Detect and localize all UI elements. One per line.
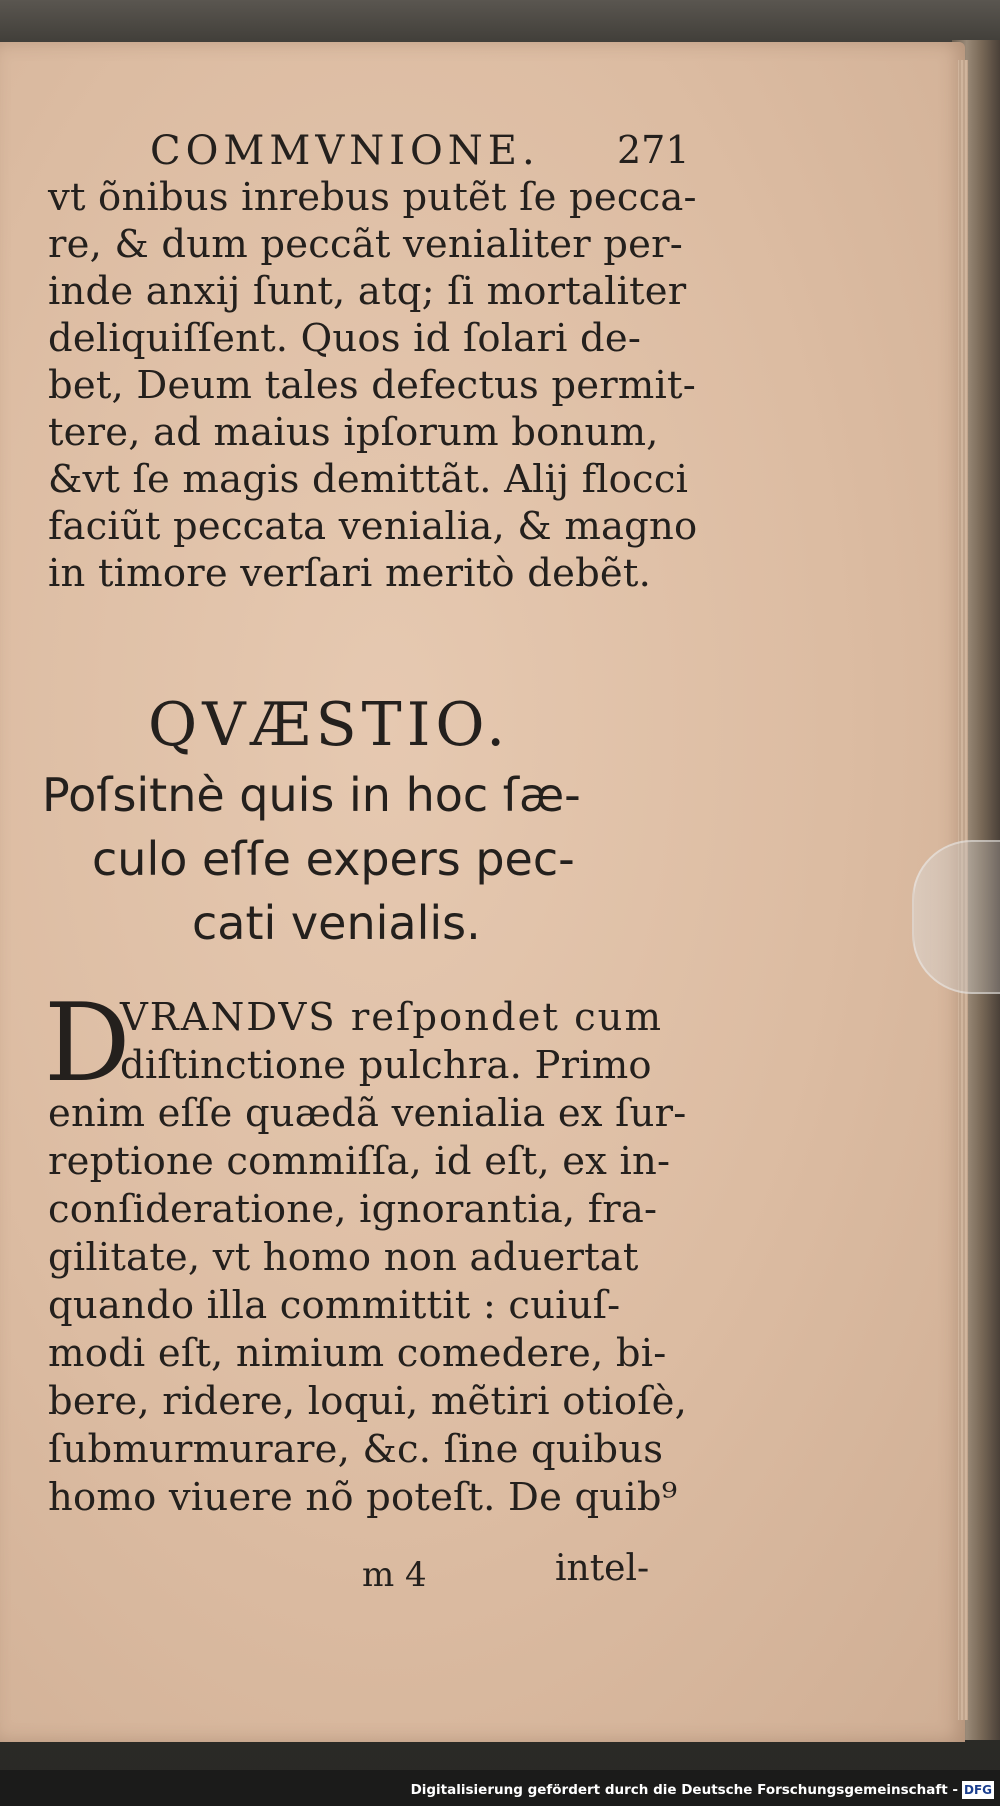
body-line: tere, ad maius ipſorum bonum, [48, 410, 659, 455]
dfg-logo: DFG [963, 1783, 992, 1797]
body-line: modi eſt, nimium comedere, bi- [48, 1331, 667, 1376]
signature-mark: m 4 [362, 1555, 427, 1595]
body-line: reptione commiſſa, id eſt, ex in- [48, 1139, 671, 1184]
body-line: homo viuere nõ poteſt. De quib⁹ [48, 1475, 678, 1520]
question-title-line: Poſsitnè quis in hoc ſæ- [42, 768, 581, 822]
body-line: re, & dum peccãt venialiter per- [48, 222, 683, 267]
body-line: gilitate, vt homo non aduertat [48, 1235, 639, 1280]
body-line: bere, ridere, loqui, mẽtiri otioſè, [48, 1379, 688, 1424]
question-title-line: cati venialis. [192, 896, 481, 950]
body-line: in timore verſari meritò debẽt. [48, 551, 652, 596]
body-line: ſubmurmurare, &c. ſine quibus [48, 1427, 664, 1472]
question-title-line: culo eſſe expers pec- [92, 832, 575, 886]
body-line: VRANDVS reſpondet cum [120, 995, 663, 1040]
drop-cap: D [44, 981, 131, 1106]
digitization-credit: Digitalisierung gefördert durch die Deutsche Forschungsgemeinschaft - [410, 1782, 958, 1798]
body-line: deliquiſſent. Quos id ſolari de- [48, 316, 642, 361]
body-line: bet, Deum tales defectus permit- [48, 363, 696, 408]
page-clip [912, 840, 1000, 994]
body-line: enim eſſe quædã venialia ex ſur- [48, 1091, 687, 1136]
body-line: faciũt peccata venialia, & magno [48, 504, 698, 549]
body-line: inde anxij ſunt, atq; ſi mortaliter [48, 269, 687, 314]
body-line: conſideratione, ignorantia, fra- [48, 1187, 658, 1232]
body-line: quando illa committit : cuiuſ- [48, 1283, 621, 1328]
catchword: intel- [555, 1548, 650, 1589]
section-heading: QVÆSTIO. [148, 690, 511, 760]
body-line: &vt ſe magis demittãt. Alij flocci [48, 457, 689, 502]
body-line: vt õnibus inrebus putẽt ſe pecca- [48, 175, 697, 220]
running-head: COMMVNIONE. [150, 128, 540, 174]
body-line: diſtinctione pulchra. Primo [120, 1043, 652, 1088]
page-number: 271 [617, 128, 690, 172]
